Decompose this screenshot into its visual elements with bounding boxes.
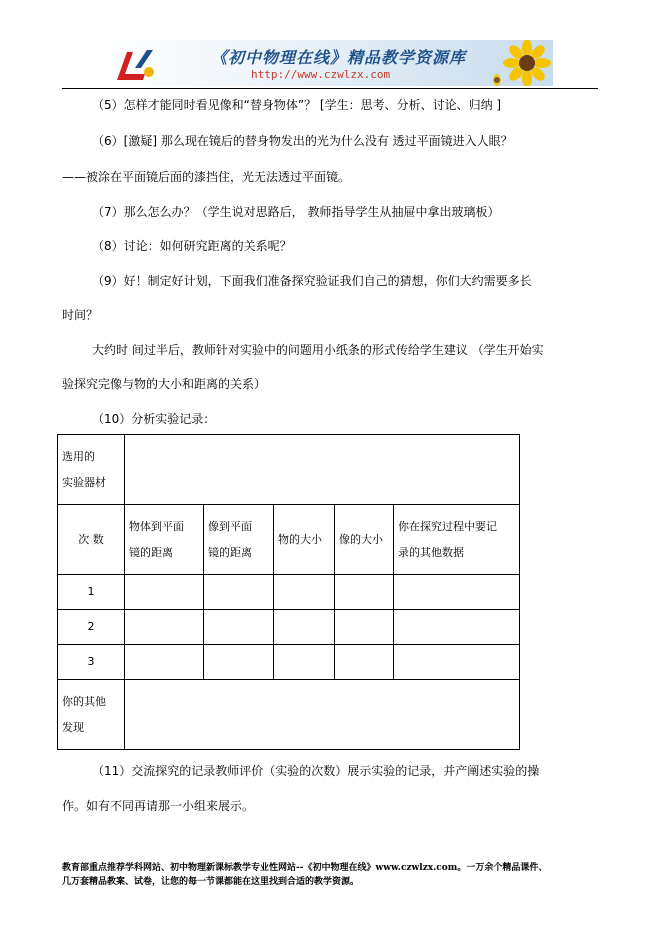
paragraph-q6-answer: ——被涂在平面镜后面的漆挡住，光无法透过平面镜。 bbox=[62, 170, 351, 184]
table-cell[interactable] bbox=[125, 610, 204, 645]
object-size-header: 物的大小 bbox=[274, 505, 335, 575]
paragraph-q9-cont: 时间？ bbox=[62, 308, 99, 322]
equipment-cell[interactable] bbox=[125, 435, 520, 505]
findings-label: 你的其他 发现 bbox=[58, 680, 125, 750]
paragraph-time: 大约时 间过半后，教师针对实验中的问题用小纸条的形式传给学生建议 （学生开始实 bbox=[92, 343, 544, 357]
header-banner bbox=[93, 40, 553, 86]
table-cell[interactable] bbox=[125, 575, 204, 610]
table-cell[interactable] bbox=[204, 575, 274, 610]
experiment-record-table bbox=[57, 434, 520, 750]
banner-url[interactable]: http://www.czwlzx.com bbox=[251, 68, 391, 81]
footer-line: 几万套精品教案、试卷，让您的每一节课都能在这里找到合适的教学资源。 bbox=[62, 877, 360, 887]
table-cell[interactable] bbox=[204, 610, 274, 645]
logo-icon bbox=[111, 44, 163, 84]
findings-cell[interactable] bbox=[125, 680, 520, 750]
table-cell[interactable] bbox=[204, 645, 274, 680]
count-header: 次 数 bbox=[58, 505, 125, 575]
paragraph-q11: （11）交流探究的记录教师评价（实验的次数）展示实验的记录，并产阐述实验的操 bbox=[92, 764, 540, 778]
image-size-header: 像的大小 bbox=[335, 505, 394, 575]
paragraph-q8: （8）讨论：如何研究距离的关系呢？ bbox=[92, 239, 292, 253]
paragraph-q6: （6）[激疑] 那么现在镜后的替身物发出的光为什么没有 透过平面镜进入人眼？ bbox=[92, 134, 513, 148]
row-number: 3 bbox=[58, 645, 125, 680]
equipment-label: 选用的 实验器材 bbox=[58, 435, 125, 505]
sunflower-icon bbox=[487, 40, 551, 86]
paragraph-time-cont: 验探究完像与物的大小和距离的关系） bbox=[62, 377, 267, 391]
footer-line: 教育部重点推荐学科网站、初中物理新课标教学专业性网站--《初中物理在线》www.czwlzx.com。一万余个精品课件、 bbox=[62, 863, 548, 873]
paragraph-q9: （9）好！制定好计划，下面我们准备探究验证我们自己的猜想，你们大约需要多长 bbox=[92, 274, 532, 288]
table-cell[interactable] bbox=[394, 610, 520, 645]
table-header-row bbox=[58, 505, 520, 575]
table-row bbox=[58, 575, 520, 610]
paragraph-q11-cont: 作。如有不同再请那一小组来展示。 bbox=[62, 799, 255, 813]
table-cell[interactable] bbox=[274, 575, 335, 610]
paragraph-q5: （5）怎样才能同时看见像和“替身物体”？ [学生：思考、分析、讨论、归纳 ] bbox=[92, 98, 502, 112]
table-cell[interactable] bbox=[335, 610, 394, 645]
table-cell[interactable] bbox=[335, 645, 394, 680]
table-cell[interactable] bbox=[394, 575, 520, 610]
table-row bbox=[58, 610, 520, 645]
paragraph-q7: （7）那么怎么办？（学生说对思路后， 教师指导学生从抽屉中拿出玻璃板） bbox=[92, 205, 500, 219]
page-footer bbox=[62, 861, 602, 889]
table-row bbox=[58, 435, 520, 505]
paragraph-q10: （10）分析实验记录： bbox=[92, 412, 216, 426]
banner-title: 《初中物理在线》精品教学资源库 bbox=[211, 48, 467, 67]
other-data-header: 你在探究过程中要记 录的其他数据 bbox=[394, 505, 520, 575]
table-cell[interactable] bbox=[125, 645, 204, 680]
table-cell[interactable] bbox=[274, 645, 335, 680]
table-row bbox=[58, 680, 520, 750]
row-number: 2 bbox=[58, 610, 125, 645]
table-row bbox=[58, 645, 520, 680]
row-number: 1 bbox=[58, 575, 125, 610]
object-distance-header: 物体到平面 镜的距离 bbox=[125, 505, 204, 575]
table-cell[interactable] bbox=[335, 575, 394, 610]
table-cell[interactable] bbox=[394, 645, 520, 680]
image-distance-header: 像到平面 镜的距离 bbox=[204, 505, 274, 575]
header-rule bbox=[62, 88, 598, 89]
table-cell[interactable] bbox=[274, 610, 335, 645]
